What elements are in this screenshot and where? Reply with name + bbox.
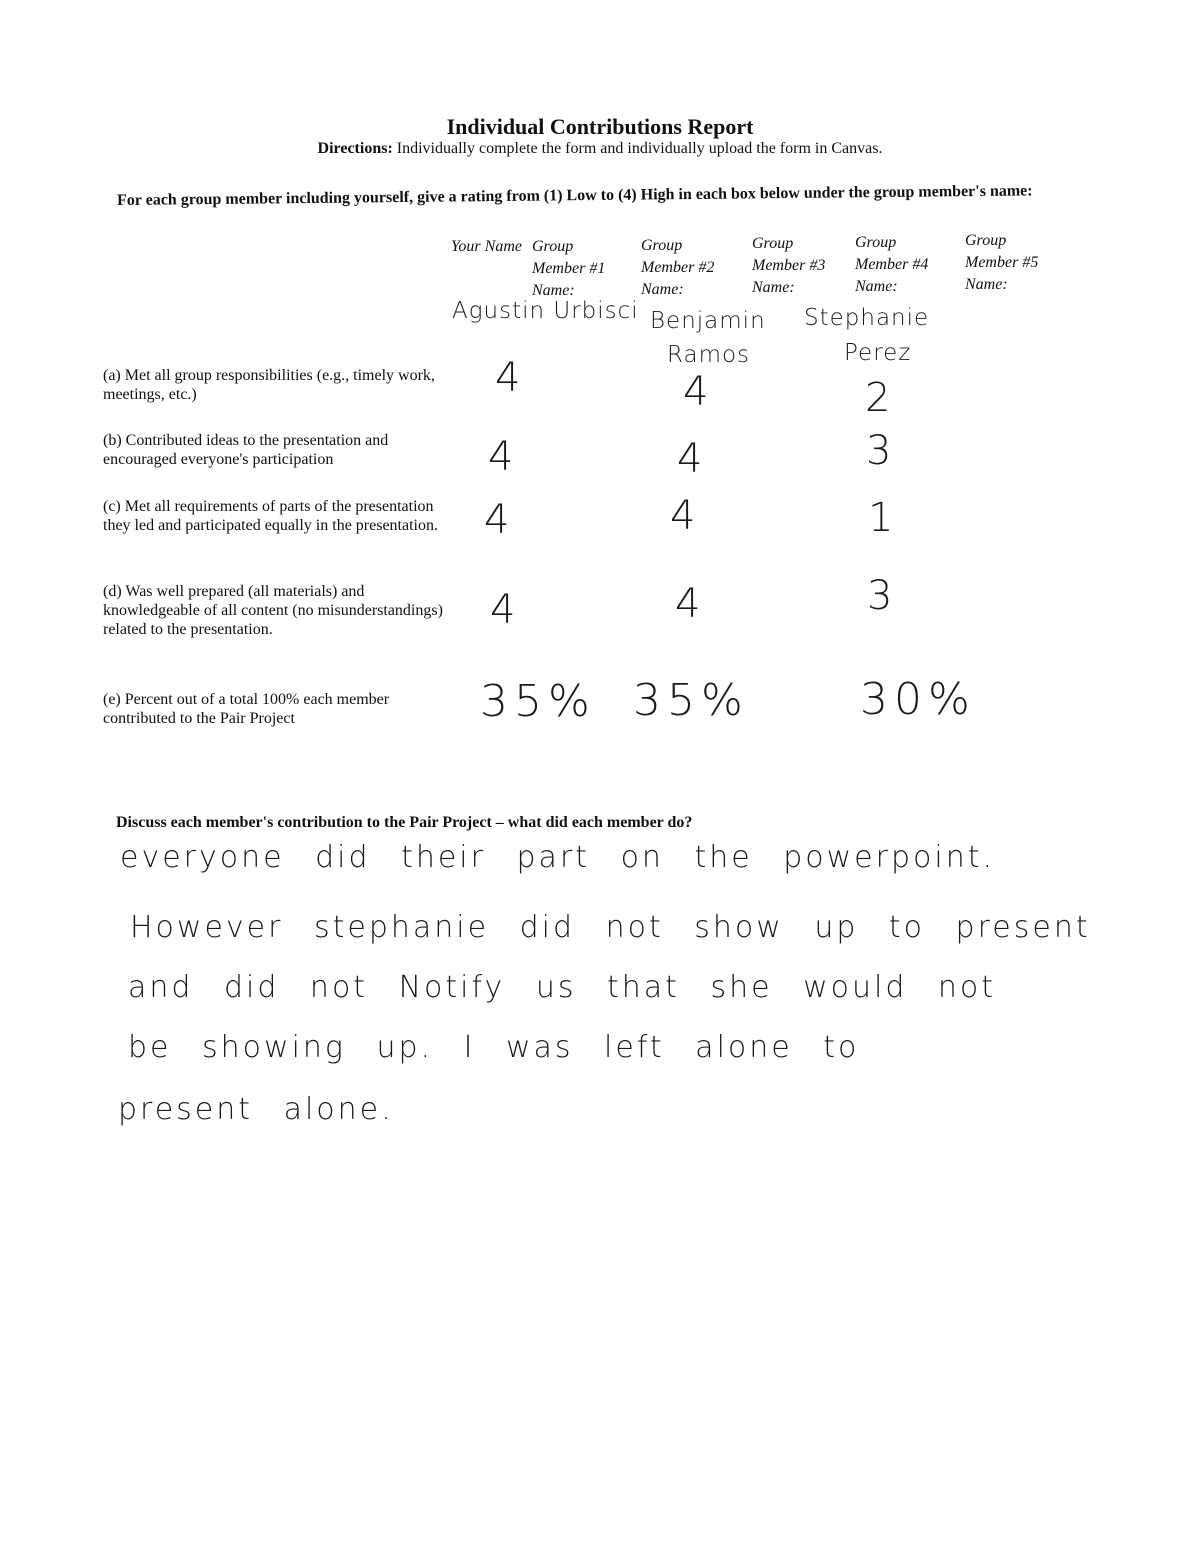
- criterion-e: (e) Percent out of a total 100% each member contributed to the Pair Project: [103, 691, 390, 727]
- rating-instructions: For each group member including yourself, give a rating from (1) Low to (4) High in each box below under the group member's name:: [117, 182, 1033, 209]
- column-header-member-3: Group Member #3 Name:: [752, 235, 826, 296]
- member-3-first-name: Stephanie: [804, 305, 930, 331]
- member-3-last-name: Perez: [844, 340, 912, 366]
- member-2-last-name: Ramos: [667, 342, 751, 368]
- rating-b-member-2: 4: [677, 436, 703, 482]
- directions-label: Directions:: [317, 140, 393, 157]
- column-header-member-4: Group Member #4 Name:: [855, 234, 929, 295]
- rating-c-member-3: 1: [868, 495, 894, 541]
- criterion-a: (a) Met all group responsibilities (e.g., timely work, meetings, etc.): [103, 367, 435, 403]
- directions-text: Individually complete the form and individually upload the form in Canvas.: [396, 140, 883, 157]
- discussion-line-5: present alone.: [118, 1092, 394, 1127]
- rating-c-member-2: 4: [670, 493, 696, 539]
- percent-member-3: 30%: [860, 674, 976, 725]
- criterion-d: (d) Was well prepared (all materials) and knowledgeable of all content (no misunderstandings) related to the presentation.: [103, 583, 443, 638]
- rating-d-member-3: 3: [867, 573, 893, 619]
- rating-b-member-1: 4: [488, 434, 514, 480]
- percent-member-1: 35%: [480, 676, 596, 727]
- rating-d-member-1: 4: [490, 587, 516, 633]
- criterion-c: (c) Met all requirements of parts of the presentation they led and participated equally in the presentation.: [103, 498, 438, 534]
- discussion-line-2: However stephanie did not show up to present: [130, 910, 1091, 945]
- rating-d-member-2: 4: [675, 581, 701, 627]
- rating-b-member-3: 3: [866, 428, 892, 474]
- rating-a-member-1: 4: [495, 355, 521, 401]
- report-title: Individual Contributions Report: [446, 114, 754, 139]
- percent-member-2: 35%: [633, 675, 749, 726]
- member-1-name: Agustin Urbisci: [452, 298, 639, 324]
- column-header-your-name: [451, 236, 522, 258]
- rating-a-member-2: 4: [683, 369, 709, 415]
- discussion-line-1: everyone did their part on the powerpoint.: [120, 840, 996, 875]
- column-header-member-2: Group Member #2 Name:: [641, 237, 715, 298]
- member-2-first-name: Benjamin: [650, 308, 766, 334]
- rating-c-member-1: 4: [484, 497, 510, 543]
- column-header-member-5: Group Member #5 Name:: [965, 232, 1039, 293]
- column-header-member-1: Group Member #1 Name:: [532, 238, 606, 299]
- discussion-line-3: and did not Notify us that she would not: [128, 970, 997, 1005]
- discussion-question: Discuss each member's contribution to the Pair Project – what did each member do?: [116, 814, 693, 831]
- your-name-label: Your Name: [451, 238, 522, 255]
- rating-a-member-3: 2: [865, 375, 891, 421]
- directions: [0, 140, 1200, 158]
- criterion-b: (b) Contributed ideas to the presentation and encouraged everyone's participation: [103, 432, 389, 468]
- discussion-line-4: be showing up. I was left alone to: [128, 1030, 860, 1065]
